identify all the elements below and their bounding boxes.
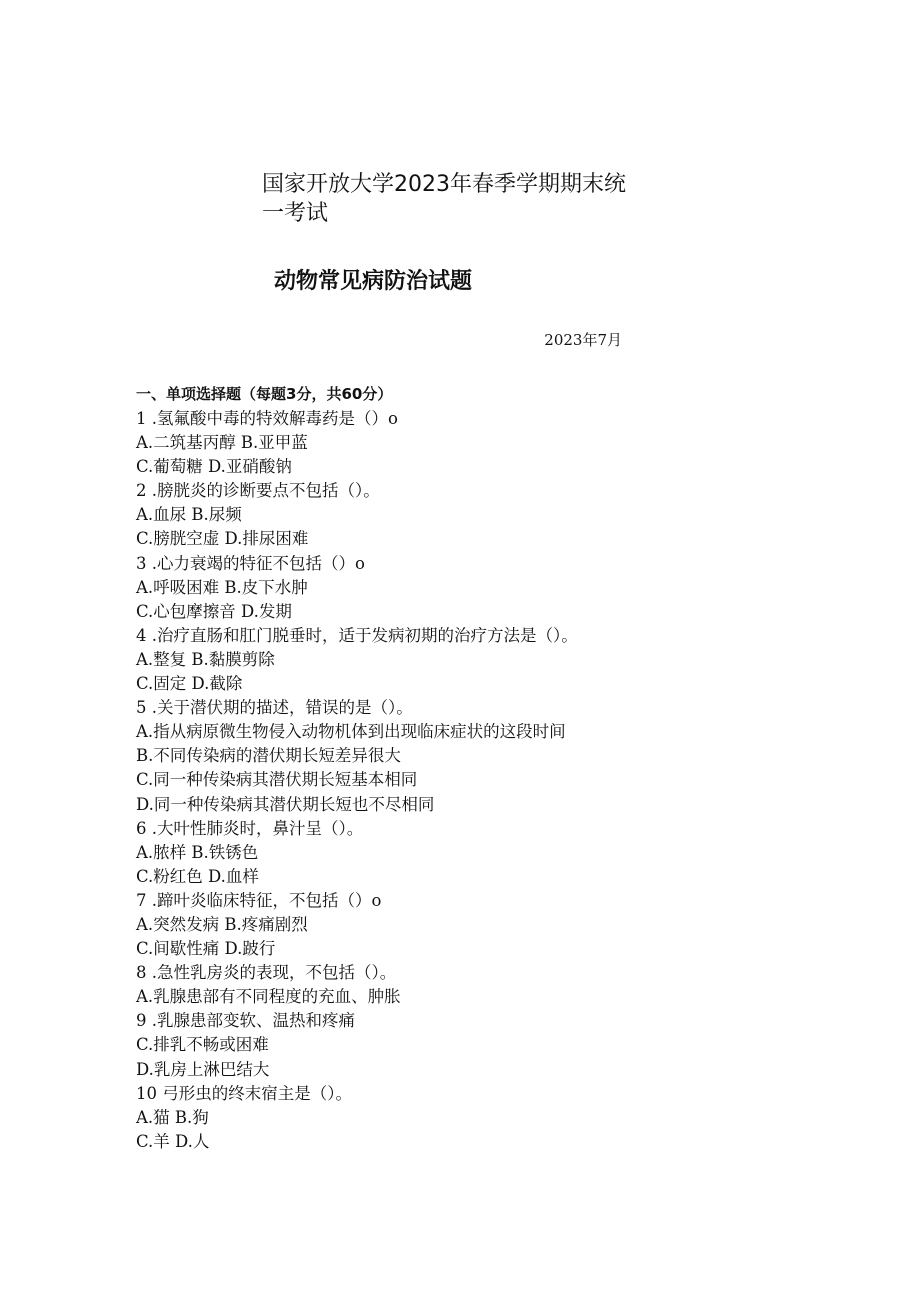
question-stem: 1 .氢氟酸中毒的特效解毒药是（）o [136,409,398,428]
answer-options-line: B.不同传染病的潜伏期长短差异很大 [136,746,401,766]
question-item [136,961,636,1081]
answer-options-line: A.指从病原微生物侵入动物机体到出现临床症状的这段时间 [136,722,566,742]
question-item [136,817,636,889]
answer-options-line: C.葡萄糖 D.亚硝酸钠 [136,457,292,477]
answer-options-line: A.猫 B.狗 [136,1107,209,1127]
question-stem: 10 弓形虫的终末宿主是（）。 [136,1083,352,1103]
exam-title: 国家开放大学2023年春季学期期末统一考试 [262,172,626,226]
question-stem: 5 .关于潜伏期的描述，错误的是（）。 [136,698,413,718]
answer-options-line: A.二筑基丙醇 B.亚甲蓝 [136,433,308,453]
question-item [136,696,636,816]
question-list [136,407,636,1154]
question-stem: 7 .蹄叶炎临床特征，不包括（）o [136,890,382,910]
answer-options-line: C.间歇性痛 D.跛行 [136,939,276,959]
section-heading: 一、单项选择题（每题3分，共60分） [136,385,393,403]
question-item [136,1082,636,1154]
answer-options-line: A.乳腺患部有不同程度的充血、肿胀 [136,987,401,1007]
answer-options-line: C.粉红色 D.血样 [136,866,259,886]
answer-options-line: C.固定 D.截除 [136,674,243,694]
answer-options-line: C.心包摩擦音 D.发期 [136,601,292,621]
answer-options-line: D.同一种传染病其潜伏期长短也不尽相同 [136,794,435,814]
answer-options-line: A.呼吸困难 B.皮下水肿 [136,577,308,597]
question-item [136,479,636,551]
answer-options-line: A.突然发病 B.疼痛剧烈 [136,914,308,934]
answer-options-line: A.整复 B.黏膜剪除 [136,649,275,669]
answer-options-line: D.乳房上淋巴结大 [136,1059,270,1079]
answer-options-line: 9 .乳腺患部变软、温热和疼痛 [136,1011,355,1031]
question-stem: 4 .治疗直肠和肛门脱垂时，适于发病初期的治疗方法是（）。 [136,625,578,645]
answer-options-line: A.血尿 B.尿频 [136,505,242,525]
subject-title: 动物常见病防治试题 [274,269,473,294]
question-item [136,407,636,479]
answer-options-line: A.脓样 B.铁锈色 [136,842,259,862]
question-item [136,552,636,624]
question-stem: 8 .急性乳房炎的表现，不包括（）。 [136,963,397,983]
answer-options-line: C.膀胱空虚 D.排尿困难 [136,529,309,549]
answer-options-line: C.排乳不畅或困难 [136,1035,269,1055]
question-stem: 6 .大叶性肺炎时，鼻汁呈（）。 [136,818,364,838]
question-stem: 2 .膀胱炎的诊断要点不包括（）。 [136,481,380,501]
question-stem: 3 .心力衰竭的特征不包括（）o [136,553,365,573]
question-item [136,624,636,696]
answer-options-line: C.同一种传染病其潜伏期长短基本相同 [136,770,418,790]
exam-date: 2023年7月 [544,331,622,349]
answer-options-line: C.羊 D.人 [136,1131,210,1151]
question-item [136,889,636,961]
